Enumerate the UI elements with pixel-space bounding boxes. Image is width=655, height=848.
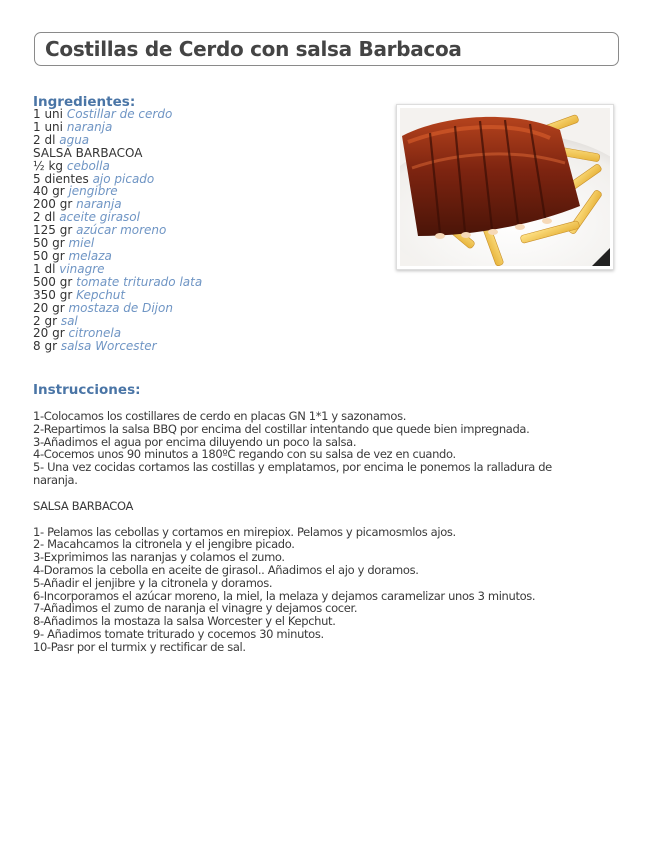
sauce-step: 5-Añadir el jenjibre y la citronela y doramos.	[33, 575, 273, 590]
ingredient-qty: 200 gr	[33, 197, 73, 212]
ingredient-link[interactable]: sal	[60, 313, 78, 328]
recipe-title: Costillas de Cerdo con salsa Barbacoa	[45, 37, 462, 61]
recipe-title-box	[34, 32, 619, 66]
ingredient-link[interactable]: Costillar de cerdo	[66, 107, 173, 121]
sauce-step: 2- Macahcamos la citronela y el jengibre picado.	[33, 537, 295, 552]
ingredients-heading: Ingredientes:	[33, 94, 136, 110]
instruction-step: 4-Cocemos unos 90 minutos a 180ºC regando con su salsa de vez en cuando.	[33, 447, 456, 462]
instructions-heading: Instrucciones:	[33, 382, 141, 398]
ingredient-item	[33, 302, 202, 315]
ingredient-link[interactable]: jengibre	[68, 184, 118, 199]
ribs-with-fries-image	[400, 108, 610, 266]
instruction-step: 3-Añadimos el agua por encima diluyendo un poco la salsa.	[33, 434, 357, 449]
ingredient-link[interactable]: Kepchut	[76, 287, 126, 302]
ingredients-list	[33, 108, 202, 353]
sauce-step: 1- Pelamos las cebollas y cortamos en mirepiox. Pelamos y picamosmlos ajos.	[33, 524, 456, 539]
ingredient-link[interactable]: citronela	[68, 326, 122, 341]
recipe-photo	[396, 104, 614, 270]
ingredient-qty: 1 uni	[33, 119, 63, 134]
spacer	[33, 487, 593, 500]
sauce-subheading: SALSA BARBACOA	[33, 498, 133, 513]
ingredient-link[interactable]: agua	[59, 132, 90, 147]
sauce-step: 7-Añadimos el zumo de naranja el vinagre y dejamos cocer.	[33, 601, 358, 616]
ingredient-item	[33, 340, 202, 353]
sauce-step: 10-Pasr por el turmix y rectificar de sal.	[33, 639, 246, 654]
ingredient-link[interactable]: azúcar moreno	[76, 223, 167, 238]
instructions-body	[33, 410, 593, 654]
ingredient-qty: 2 gr	[33, 313, 57, 328]
ingredient-qty: 20 gr	[33, 300, 65, 315]
ingredient-link[interactable]: tomate triturado lata	[76, 274, 203, 289]
ingredient-link[interactable]: naranja	[76, 197, 122, 212]
ingredient-qty: 350 gr	[33, 287, 73, 302]
ingredient-qty: 125 gr	[33, 223, 73, 238]
ingredient-qty: 1 uni	[33, 107, 63, 121]
ingredient-link[interactable]: melaza	[68, 248, 112, 263]
sauce-step: 3-Exprimimos las naranjas y colamos el zumo.	[33, 550, 285, 565]
ingredient-link[interactable]: vinagre	[59, 261, 105, 276]
ingredient-subheading-text: SALSA BARBACOA	[33, 145, 143, 160]
ingredient-link[interactable]: miel	[68, 236, 95, 251]
sauce-step: 4-Doramos la cebolla en aceite de girasol.. Añadimos el ajo y doramos.	[33, 562, 419, 577]
ingredient-qty: 8 gr	[33, 339, 57, 354]
ingredient-qty: 2 dl	[33, 132, 56, 147]
sauce-step: 9- Añadimos tomate triturado y cocemos 30 minutos.	[33, 626, 324, 641]
spacer	[33, 513, 593, 526]
instruction-step: 2-Repartimos la salsa BBQ por encima del costillar intentando que quede bien impregnada.	[33, 421, 530, 436]
ingredient-link[interactable]: ajo picado	[92, 171, 155, 186]
ingredient-link[interactable]: cebolla	[66, 158, 110, 173]
ingredient-qty: 1 dl	[33, 261, 56, 276]
instruction-step: 1-Colocamos los costillares de cerdo en placas GN 1*1 y sazonamos.	[33, 409, 407, 423]
ingredient-qty: 2 dl	[33, 210, 56, 225]
ingredient-qty: ½ kg	[33, 158, 64, 173]
ingredient-qty: 20 gr	[33, 326, 65, 341]
instruction-step: 5- Una vez cocidas cortamos las costillas y emplatamos, por encima le ponemos la ralladura de naranja.	[33, 460, 552, 487]
ingredient-qty: 50 gr	[33, 236, 65, 251]
sauce-step: 8-Añadimos la mostaza la salsa Worcester y el Kepchut.	[33, 614, 336, 629]
ingredient-qty: 50 gr	[33, 248, 65, 263]
ingredient-link[interactable]: naranja	[66, 119, 113, 134]
ingredient-qty: 500 gr	[33, 274, 73, 289]
ingredient-qty: 5 dientes	[33, 171, 89, 186]
ingredient-link[interactable]: salsa Worcester	[60, 339, 157, 354]
ingredient-link[interactable]: mostaza de Dijon	[68, 300, 173, 315]
ingredient-qty: 40 gr	[33, 184, 65, 199]
ingredient-link[interactable]: aceite girasol	[59, 210, 140, 225]
sauce-step: 6-Incorporamos el azúcar moreno, la miel, la melaza y dejamos caramelizar unos 3 minutos.	[33, 588, 536, 603]
